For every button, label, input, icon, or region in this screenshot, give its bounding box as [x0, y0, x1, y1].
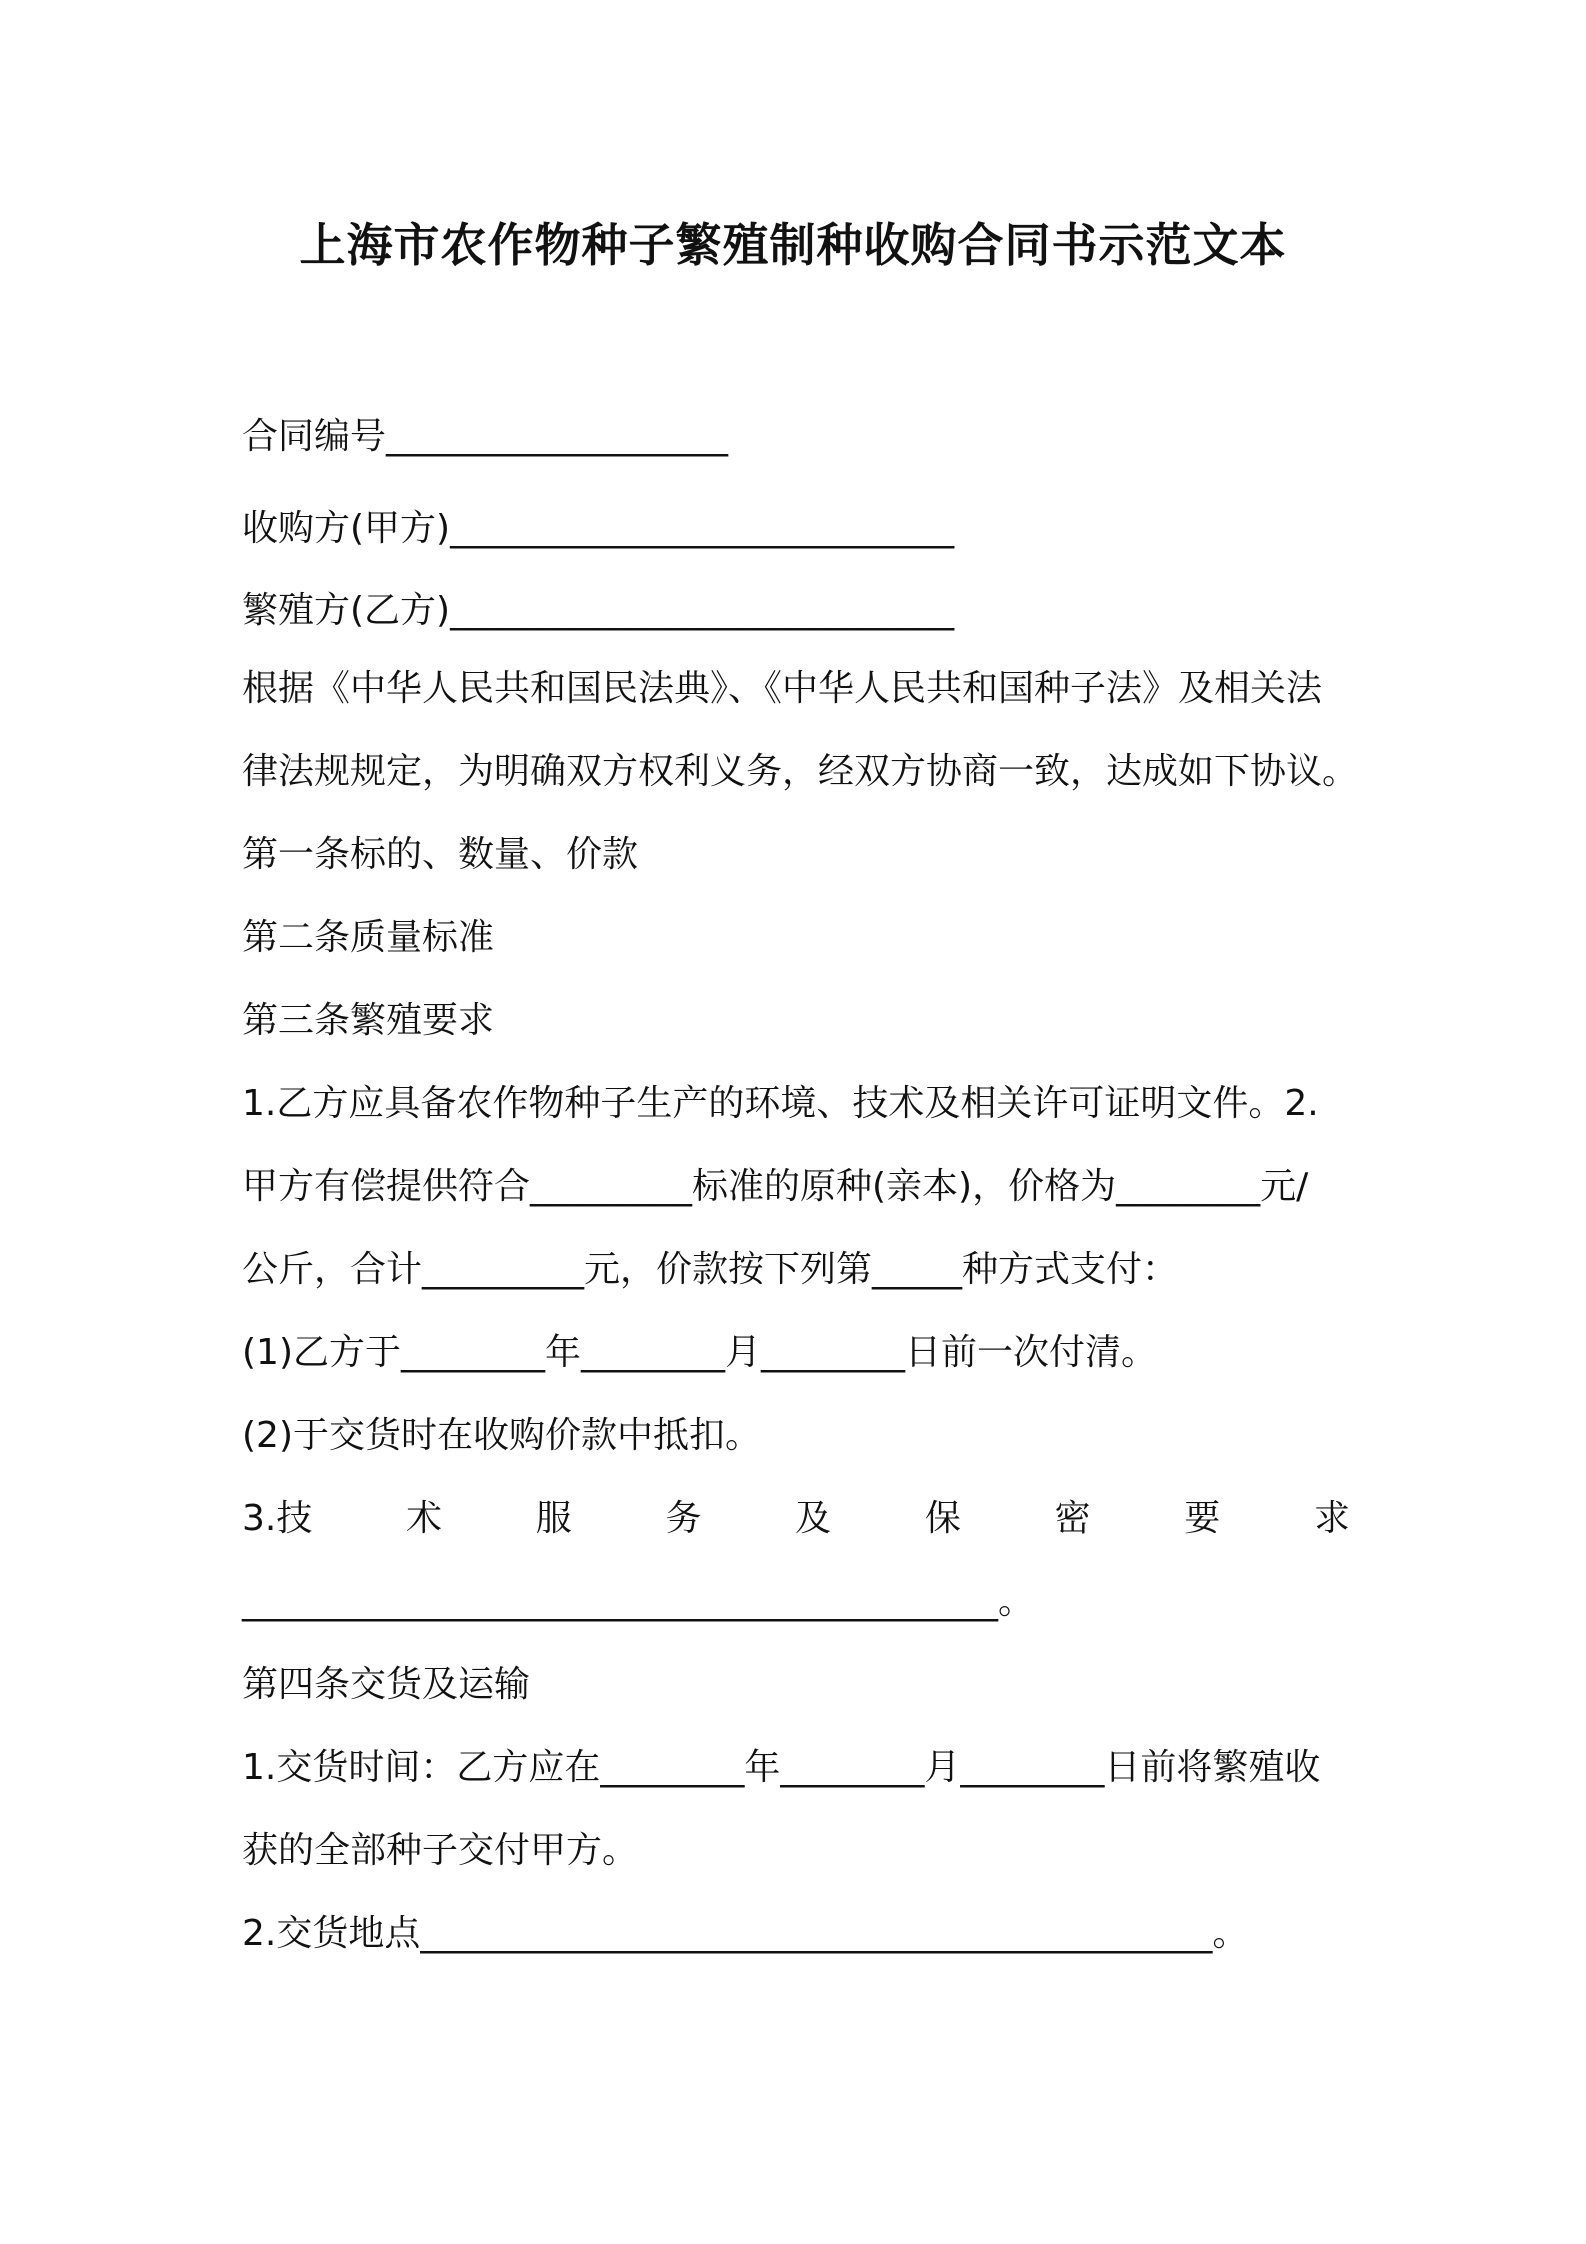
- article-4-clause-1-line-1: 1.交货时间：乙方应在________年________月________日前将繁殖收: [242, 1747, 1321, 1788]
- article-1-heading: 第一条标的、数量、价款: [242, 834, 639, 875]
- article-3-clause-1: 1.乙方应具备农作物种子生产的环境、技术及相关许可证明文件。2.: [242, 1083, 1319, 1124]
- justified-char: 服: [535, 1498, 572, 1539]
- justified-char: 3.技: [242, 1498, 313, 1539]
- justified-char: 密: [1054, 1498, 1091, 1539]
- buyer-party-a-field: 收购方(甲方)____________________________: [242, 508, 955, 549]
- preamble-line-1: 根据《中华人民共和国民法典》、《中华人民共和国种子法》及相关法: [242, 668, 1323, 709]
- article-3-clause-2-line-2: 公斤，合计_________元，价款按下列第_____种方式支付：: [242, 1249, 1179, 1290]
- breeder-party-b-field: 繁殖方(乙方)____________________________: [242, 590, 955, 631]
- payment-option-1: (1)乙方于________年________月________日前一次付清。: [242, 1332, 1157, 1373]
- article-3-clause-3-blank: __________________________________________。: [242, 1581, 1034, 1622]
- justified-char: 求: [1313, 1498, 1350, 1539]
- article-3-clause-2-line-1: 甲方有偿提供符合_________标准的原种(亲本)，价格为________元/: [242, 1166, 1309, 1207]
- justified-char: 务: [665, 1498, 702, 1539]
- justified-char: 保: [924, 1498, 961, 1539]
- article-4-clause-1-line-2: 获的全部种子交付甲方。: [242, 1830, 639, 1871]
- payment-option-2: (2)于交货时在收购价款中抵扣。: [242, 1415, 761, 1456]
- justified-char: 要: [1184, 1498, 1221, 1539]
- article-3-clause-3: [242, 1495, 1350, 1543]
- document-title: 上海市农作物种子繁殖制种收购合同书示范文本: [299, 218, 1287, 272]
- article-4-clause-2: 2.交货地点____________________________________________。: [242, 1913, 1249, 1954]
- contract-number-field: 合同编号___________________: [242, 416, 729, 457]
- article-2-heading: 第二条质量标准: [242, 917, 495, 958]
- article-3-heading: 第三条繁殖要求: [242, 1000, 495, 1041]
- justified-char: 及: [795, 1498, 832, 1539]
- article-4-heading: 第四条交货及运输: [242, 1664, 531, 1705]
- justified-char: 术: [406, 1498, 443, 1539]
- preamble-line-2: 律法规规定，为明确双方权利义务，经双方协商一致，达成如下协议。: [242, 751, 1359, 792]
